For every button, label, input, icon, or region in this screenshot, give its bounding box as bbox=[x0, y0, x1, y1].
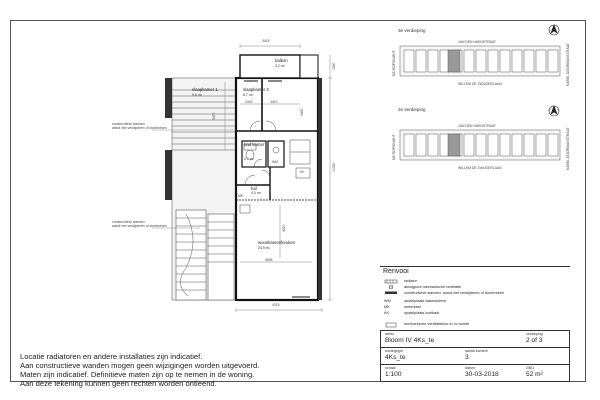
datum-label: datum bbox=[465, 366, 475, 370]
woningtype-value: 4Ks_te bbox=[385, 354, 406, 361]
keyplan-1-title: 3e verdieping bbox=[398, 28, 426, 33]
room-name-slaapkamer-1: slaapkamer 1 bbox=[192, 87, 218, 92]
keyplan-2 bbox=[400, 130, 560, 160]
legend-row bbox=[380, 322, 570, 328]
schaal-value: 1:100 bbox=[385, 371, 402, 378]
keyplan-2-street-bottom: WILLEM DE ZWIJGERLAAN bbox=[458, 166, 502, 170]
legend-text: opstelplaats koelkast bbox=[404, 311, 440, 315]
dim-inner-5: 4320 bbox=[282, 224, 286, 232]
kamers-value: 3 bbox=[465, 354, 469, 361]
room-name-woonkamer: woonkamer/keuken bbox=[258, 240, 296, 245]
note-line-1: Locatie radiatoren en andere installaties zijn indicatief. bbox=[20, 352, 203, 361]
legend-text: opstelplaats wasmachine bbox=[404, 299, 447, 303]
room-name-badkamer: bad kamer bbox=[244, 142, 265, 147]
dim-right: 10330 bbox=[332, 162, 336, 172]
legend-row bbox=[380, 291, 570, 297]
dim-inner-1: 2440 bbox=[245, 100, 253, 104]
dim-inner-6: 3635 bbox=[265, 258, 273, 262]
room-name-slaapkamer-2: slaapkamer 2 bbox=[243, 87, 269, 92]
appliance-mk: MK bbox=[238, 194, 244, 198]
legend-symbol: WM bbox=[384, 299, 391, 303]
keyplan-2-street-left: DE ROPSINGHT bbox=[392, 134, 396, 160]
keyplan-1 bbox=[400, 46, 560, 76]
legend bbox=[380, 266, 570, 331]
datum-value: 30-03-2018 bbox=[465, 371, 499, 378]
dim-top-right: 1560 bbox=[332, 62, 336, 70]
kamers-label: aantal kamers bbox=[465, 349, 488, 353]
callout-1-line2: wand niet verwijderen of doorbreken bbox=[112, 126, 167, 130]
legend-text: constructieve wanden, wand niet verwijderen of doorbreken bbox=[404, 291, 505, 295]
callout-2-line1: constructieve wanden bbox=[112, 220, 145, 224]
callout-2-line2: wand niet verwijderen of doorbreken bbox=[112, 224, 167, 228]
keyplan-2-street-right: KAREL DOORMANSTRAAT bbox=[566, 127, 570, 170]
keyplan-2-street-top: JAN DEN HAENSTRAAT bbox=[458, 124, 496, 128]
callout-1-line1: constructieve wanden bbox=[112, 122, 145, 126]
verdieping-value: 2 of 3 bbox=[526, 337, 543, 344]
legend-symbol: KK bbox=[384, 311, 390, 315]
verdieping-label: verdieping bbox=[526, 332, 543, 336]
woningtype-label: woningtype bbox=[385, 349, 404, 353]
dim-inner-2: 3410 bbox=[270, 100, 278, 104]
appliance-wm: WM bbox=[272, 160, 279, 164]
dim-top: 3415 bbox=[262, 39, 270, 43]
dim-inner-3: 3470 bbox=[212, 112, 216, 120]
legend-title: Renvooi bbox=[383, 268, 409, 275]
note-line-3: Maten zijn indicatief. Definitieve maten zijn op te nemen in de woning. bbox=[20, 370, 255, 379]
legend-symbol: MK bbox=[384, 305, 390, 309]
adres-label: adres bbox=[385, 332, 394, 336]
note-line-2: Aan constructieve wanden mogen geen wijzigingen worden uitgevoerd. bbox=[20, 361, 260, 370]
room-area-hal: 4,0 m² bbox=[251, 191, 261, 195]
keyplan-1-street-right: KAREL DOORMANSTRAAT bbox=[566, 43, 570, 86]
legend-row bbox=[380, 311, 570, 317]
keyplan-2-title: 2e verdieping bbox=[398, 107, 426, 112]
keyplan-1-street-left: DE ROPSINGHT bbox=[392, 50, 396, 76]
keyplan-1-street-top: JAN DEN HAENSTRAAT bbox=[458, 40, 496, 44]
room-name-hal: hal bbox=[251, 186, 257, 191]
legend-text: afzuigpunt mechanische ventilatie bbox=[404, 285, 461, 289]
appliance-kk: KK bbox=[300, 170, 305, 174]
schaal-label: schaal bbox=[385, 366, 396, 370]
room-area-balkon: 3,2 m² bbox=[275, 64, 285, 68]
gbo-label: GBO bbox=[526, 366, 534, 370]
room-area-woonkamer: 24,5 m² bbox=[258, 246, 270, 250]
room-area-slaapkamer-1: 9,6 m² bbox=[192, 93, 202, 97]
title-block bbox=[380, 330, 570, 382]
legend-text: meterkast bbox=[404, 305, 421, 309]
legend-text: mechanische ventilatiebox in cv-ruimte bbox=[404, 322, 470, 326]
room-area-slaapkamer-2: 8,7 m² bbox=[243, 93, 253, 97]
keyplan-1-street-bottom: WILLEM DE ZWIJGERLAAN bbox=[458, 82, 502, 86]
dim-inner-4: 3430 bbox=[300, 108, 304, 116]
adres-value: Bloom IV 4Ks_te bbox=[385, 337, 435, 344]
room-area-badkamer: 2,7 m² bbox=[244, 157, 254, 161]
room-name-balkon: balkon bbox=[275, 58, 288, 63]
gbo-value: 52 m² bbox=[526, 371, 543, 378]
legend-text: radiator bbox=[404, 279, 417, 283]
note-line-4: Aan deze tekening kunnen geen rechten worden ontleend. bbox=[20, 379, 217, 388]
dim-bottom: 4215 bbox=[272, 303, 280, 307]
